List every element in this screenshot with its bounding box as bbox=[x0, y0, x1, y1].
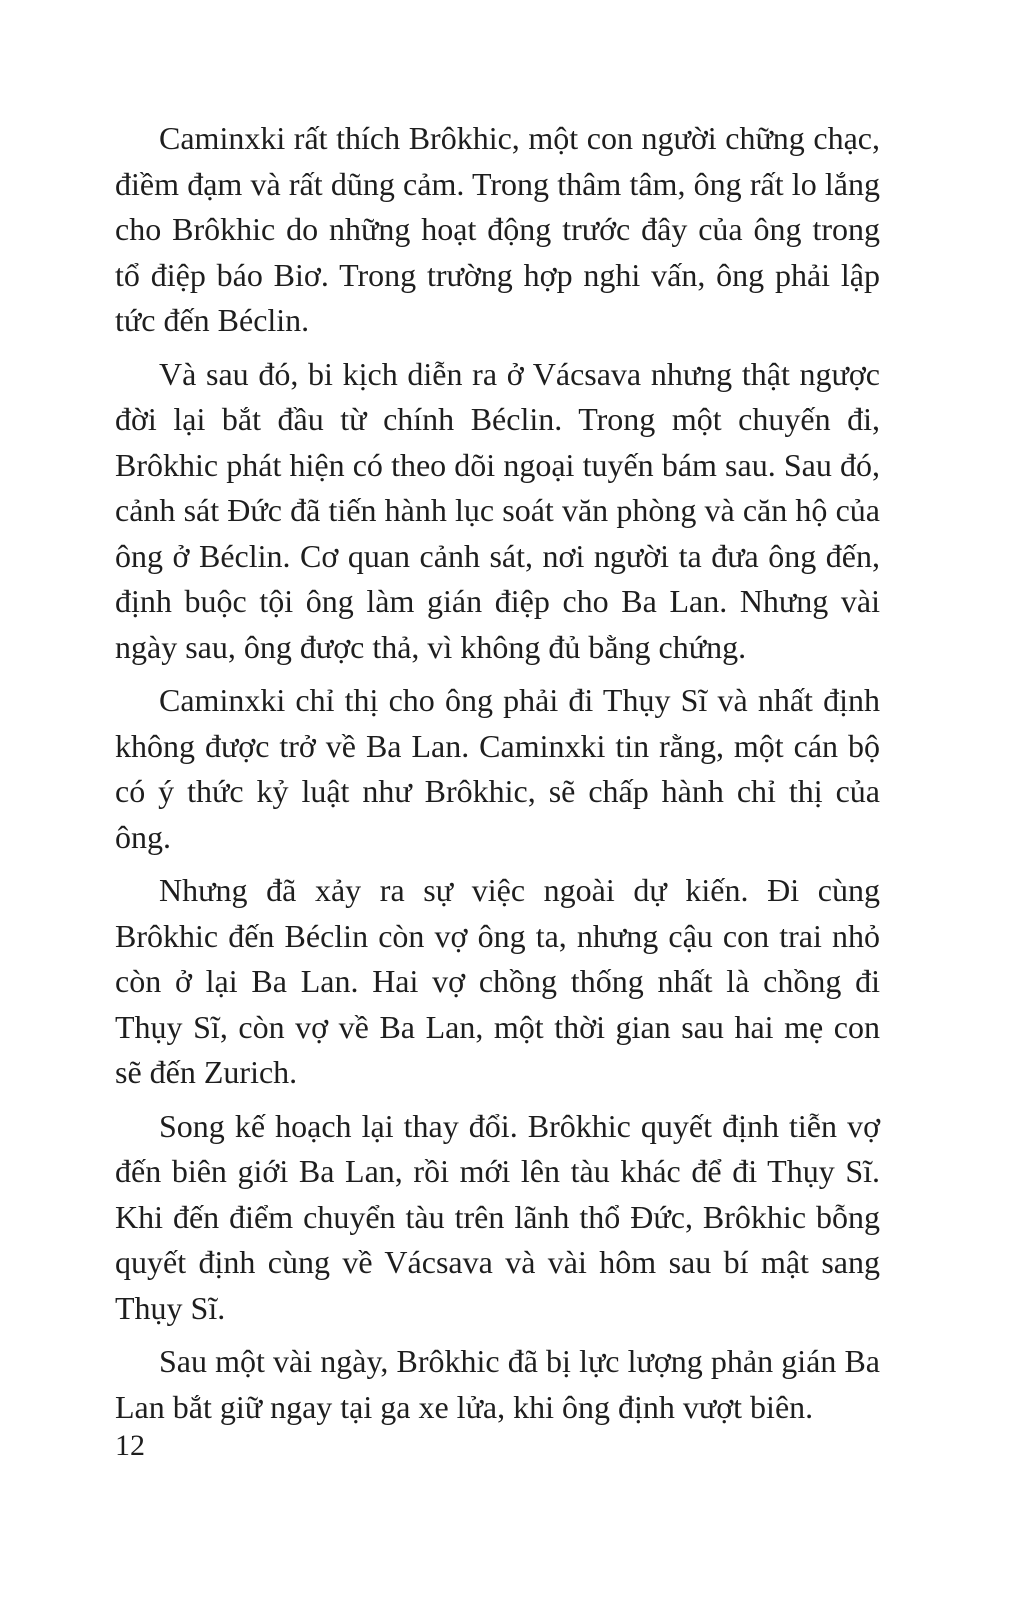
paragraph-4: Nhưng đã xảy ra sự việc ngoài dự kiến. Đi cùng Brôkhic đến Béclin còn vợ ông ta, nhưng cậu con trai nhỏ còn ở lại Ba Lan. Hai vợ chồng thống nhất là chồng đi Thụy Sĩ, còn vợ về Ba Lan, một thời gian sau hai mẹ con sẽ đến Zurich. bbox=[115, 872, 880, 1090]
paragraph-3: Caminxki chỉ thị cho ông phải đi Thụy Sĩ và nhất định không được trở về Ba Lan. Caminxki tin rằng, một cán bộ có ý thức kỷ luật như Brôkhic, sẽ chấp hành chỉ thị của ông. bbox=[115, 682, 880, 855]
page-number: 12 bbox=[115, 1429, 145, 1462]
paragraph-2: Và sau đó, bi kịch diễn ra ở Vácsava nhưng thật ngược đời lại bắt đầu từ chính Béclin. Trong một chuyến đi, Brôkhic phát hiện có theo dõi ngoại tuyến bám sau. Sau đó, cảnh sát Đức đã tiến hành lục soát văn phòng và căn hộ của ông ở Béclin. Cơ quan cảnh sát, nơi người ta đưa ông đến, định buộc tội ông làm gián điệp cho Ba Lan. Nhưng vài ngày sau, ông được thả, vì không đủ bằng chứng. bbox=[115, 355, 880, 665]
paragraph-5: Song kế hoạch lại thay đổi. Brôkhic quyết định tiễn vợ đến biên giới Ba Lan, rồi mới lên tàu khác để đi Thụy Sĩ. Khi đến điểm chuyển tàu trên lãnh thổ Đức, Brôkhic bỗng quyết định cùng về Vácsava và vài hôm sau bí mật sang Thụy Sĩ. bbox=[115, 1107, 880, 1326]
body-text bbox=[115, 116, 880, 1438]
paragraph-1: Caminxki rất thích Brôkhic, một con người chững chạc, điềm đạm và rất dũng cảm. Trong thâm tâm, ông rất lo lắng cho Brôkhic do những hoạt động trước đây của ông trong tổ điệp báo Biơ. Trong trường hợp nghi vấn, ông phải lập tức đến Béclin. bbox=[115, 120, 880, 338]
paragraph-6: Sau một vài ngày, Brôkhic đã bị lực lượng phản gián Ba Lan bắt giữ ngay tại ga xe lửa, khi ông định vượt biên. bbox=[115, 1343, 880, 1425]
